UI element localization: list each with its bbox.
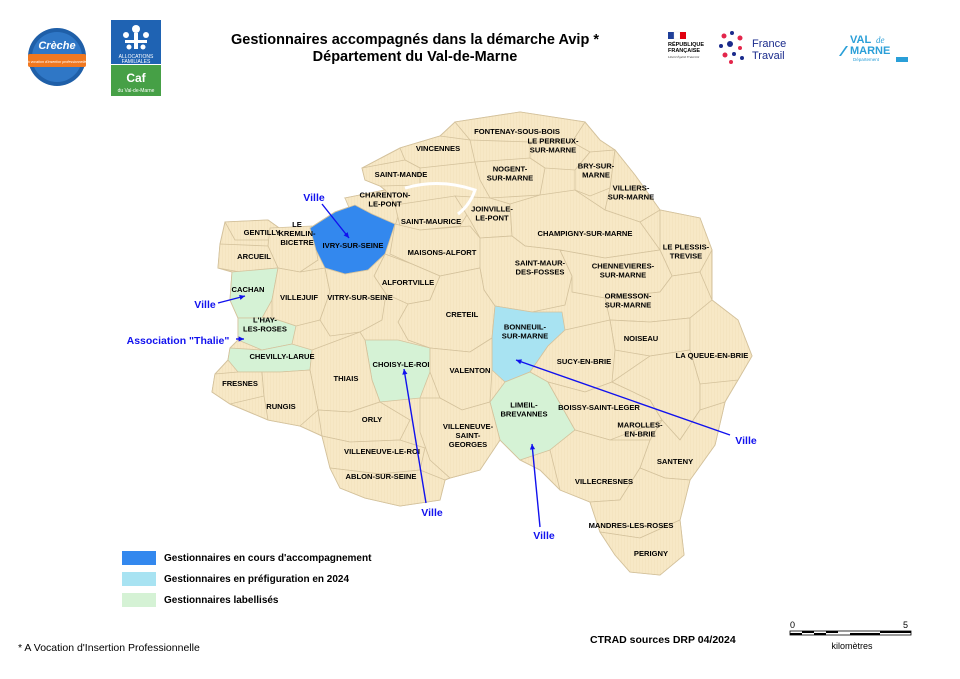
commune-label-villecresnes: VILLECRESNES xyxy=(574,477,634,486)
source-credit: CTRAD sources DRP 04/2024 xyxy=(590,634,736,646)
vdm-line1b: de xyxy=(876,35,885,45)
commune-label-creteil: CRETEIL xyxy=(445,310,479,319)
scale-unit: kilomètres xyxy=(831,641,873,651)
commune-label-mandres-les-roses: MANDRES-LES-ROSES xyxy=(588,521,674,530)
commune-label-cachan: CACHAN xyxy=(231,285,265,294)
commune-label-saint-maurice: SAINT-MAURICE xyxy=(400,217,462,226)
france-travail-line2: Travail xyxy=(752,50,785,62)
communes-layer xyxy=(212,112,752,575)
legend-label-labellise: Gestionnaires labellisés xyxy=(164,594,279,606)
commune-la-queue-en-brie xyxy=(690,300,752,384)
commune-label-villejuif: VILLEJUIF xyxy=(280,293,318,302)
commune-label-perigny: PERIGNY xyxy=(633,549,669,558)
legend-swatch-prefiguration xyxy=(122,572,156,586)
rf-motto: Liberté Égalité Fraternité xyxy=(668,55,700,59)
commune-label-joinville-le-pont: JOINVILLE-LE-PONT xyxy=(471,204,513,223)
commune-label-santeny: SANTENY xyxy=(656,457,694,466)
legend-label-prefiguration: Gestionnaires en préfiguration en 2024 xyxy=(164,573,350,585)
commune-label-valenton: VALENTON xyxy=(449,366,491,375)
footnote: * A Vocation d'Insertion Professionnelle xyxy=(18,642,200,654)
commune-label-charenton-le-pont: CHARENTON-LE-PONT xyxy=(359,190,411,209)
commune-label-orly: ORLY xyxy=(361,415,383,424)
commune-label-alfortville: ALFORTVILLE xyxy=(381,278,435,287)
caf-line2: FAMILIALES xyxy=(121,59,151,65)
commune-label-rungis: RUNGIS xyxy=(266,402,296,411)
commune-label-ivry-sur-seine: IVRY-SUR-SEINE xyxy=(322,241,384,250)
vdm-line1: VAL xyxy=(850,34,872,46)
commune-label-vincennes: VINCENNES xyxy=(415,144,461,153)
title-line-2: Département du Val-de-Marne xyxy=(312,49,518,65)
commune-label-vitry-sur-seine: VITRY-SUR-SEINE xyxy=(327,293,393,302)
commune-label-ormesson-sur-marne: ORMESSON-SUR-MARNE xyxy=(604,291,652,310)
scale-min: 0 xyxy=(790,620,796,630)
caf-region: du Val-de-Marne xyxy=(117,88,155,94)
vdm-line2: MARNE xyxy=(850,45,891,57)
commune-label-limeil-brevannes: LIMEIL-BREVANNES xyxy=(500,400,548,419)
commune-label-champigny-sur-marne: CHAMPIGNY-SUR-MARNE xyxy=(537,229,633,238)
commune-label-chennevieres-sur-marne: CHENNEVIERES-SUR-MARNE xyxy=(591,261,655,280)
legend-swatch-labellise xyxy=(122,593,156,607)
commune-rungis xyxy=(262,370,318,426)
creche-subtitle: à vocation d'insertion professionnelle xyxy=(27,60,87,64)
commune-label-nogent-sur-marne: NOGENT-SUR-MARNE xyxy=(486,164,534,183)
commune-label-choisy-le-roi: CHOISY-LE-ROI xyxy=(372,360,430,369)
commune-label-bry-sur-marne: BRY-SUR-MARNE xyxy=(577,161,615,180)
legend-label-en-cours: Gestionnaires en cours d'accompagnement xyxy=(164,552,372,564)
legend-swatch-en-cours xyxy=(122,551,156,565)
commune-label-fontenay-sous-bois: FONTENAY-SOUS-BOIS xyxy=(474,127,560,136)
commune-label-bonneuil-sur-marne: BONNEUIL-SUR-MARNE xyxy=(501,322,549,341)
commune-label-fresnes: FRESNES xyxy=(222,379,258,388)
legend-item-prefiguration xyxy=(122,571,349,587)
commune-label-marolles-en-brie: MAROLLES-EN-BRIE xyxy=(617,420,663,439)
commune-label-villeneuve-saint-georges: VILLENEUVE-SAINT-GEORGES xyxy=(442,422,494,449)
commune-label-le-perreux-sur-marne: LE PERREUX-SUR-MARNE xyxy=(527,136,579,155)
creche-title: Crèche xyxy=(38,40,76,52)
france-travail-line1: France xyxy=(752,38,787,50)
commune-label-noiseau: NOISEAU xyxy=(623,334,659,343)
rf-line1: RÉPUBLIQUE xyxy=(668,42,705,48)
annotation-label-thalie: Association "Thalie" xyxy=(126,335,230,347)
commune-label-l-hay-les-roses: L'HAY-LES-ROSES xyxy=(243,315,287,334)
commune-label-sucy-en-brie: SUCY-EN-BRIE xyxy=(556,357,612,366)
annotation-label-ville-cachan: Ville xyxy=(194,299,216,311)
annotation-label-ville-choisy: Ville xyxy=(421,507,443,519)
commune-label-villeneuve-le-roi: VILLENEUVE-LE-ROI xyxy=(344,447,420,456)
legend-item-labellise xyxy=(122,592,279,608)
annotation-label-ville-limeil: Ville xyxy=(533,530,555,542)
title-line-1: Gestionnaires accompagnés dans la démarche Avip * xyxy=(230,32,599,48)
commune-label-villiers-sur-marne: VILLIERS-SUR-MARNE xyxy=(607,183,655,202)
annotation-label-ville-bonneuil: Ville xyxy=(735,435,757,447)
commune-label-saint-mande: SAINT-MANDE xyxy=(374,170,428,179)
commune-label-la-queue-en-brie: LA QUEUE-EN-BRIE xyxy=(675,351,749,360)
commune-label-arcueil: ARCUEIL xyxy=(237,252,271,261)
scale-bar xyxy=(788,620,913,670)
rf-line2: FRANÇAISE xyxy=(668,48,701,54)
caf-line1: ALLOCATIONS xyxy=(118,54,154,60)
commune-label-saint-maur-des-fosses: SAINT-MAUR-DES-FOSSES xyxy=(514,258,566,277)
commune-label-thiais: THIAIS xyxy=(333,374,359,383)
annotation-label-ville-ivry: Ville xyxy=(303,192,325,204)
caf-name: Caf xyxy=(126,71,146,85)
commune-label-chevilly-larue: CHEVILLY-LARUE xyxy=(249,352,315,361)
commune-label-le-kremlin-bicetre: LE KREMLIN-BICETRE xyxy=(278,220,316,247)
vdm-line3: Département xyxy=(853,57,880,62)
commune-label-boissy-saint-leger: BOISSY-SAINT-LEGER xyxy=(558,403,640,412)
commune-label-le-plessis-trevise: LE PLESSIS-TREVISE xyxy=(662,242,710,261)
commune-label-ablon-sur-seine: ABLON-SUR-SEINE xyxy=(345,472,417,481)
commune-label-gentilly: GENTILLY xyxy=(243,228,281,237)
commune-label-maisons-alfort: MAISONS-ALFORT xyxy=(407,248,477,257)
legend-item-en-cours xyxy=(122,550,371,566)
scale-max: 5 xyxy=(902,620,908,630)
